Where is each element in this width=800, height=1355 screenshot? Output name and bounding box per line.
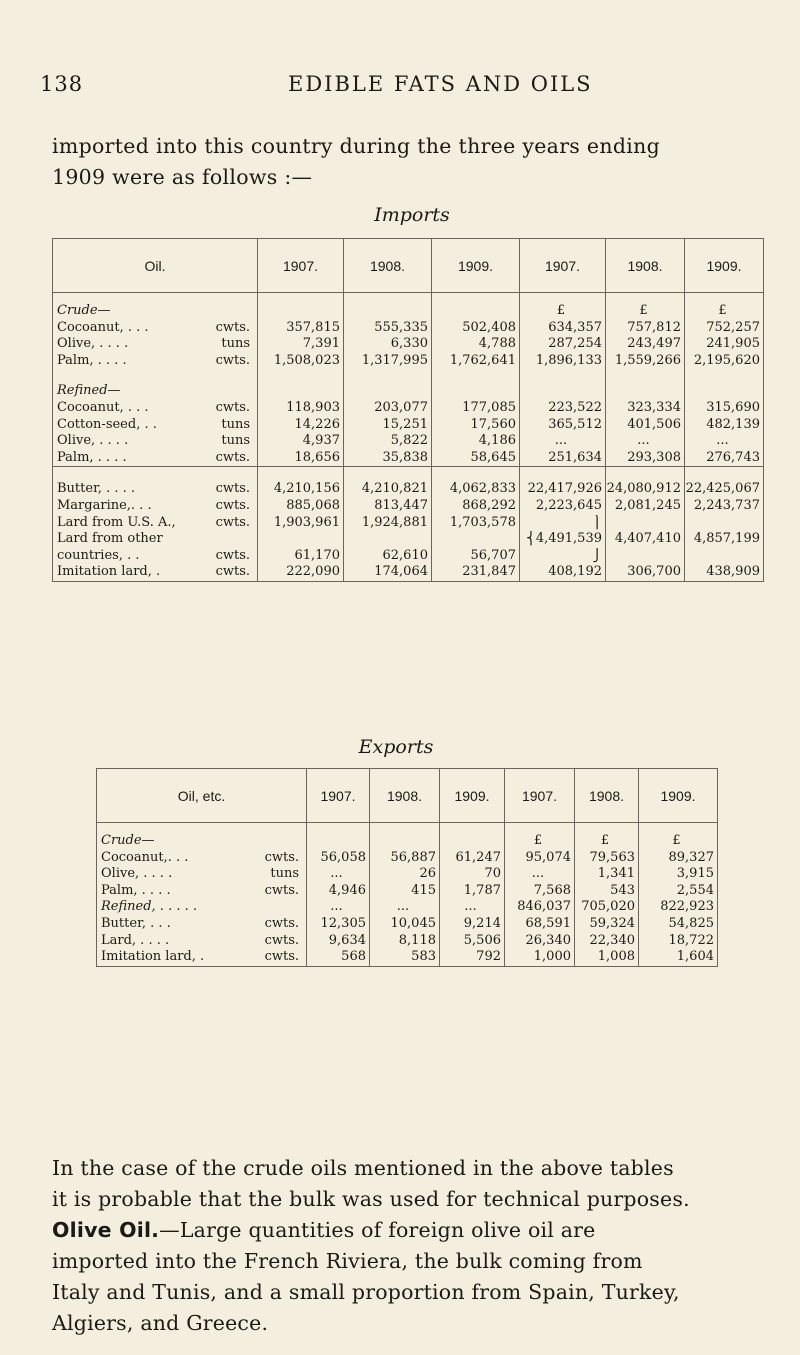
column-header: 1907. <box>520 239 606 293</box>
value-cell: 323,334 <box>606 400 685 417</box>
row-label <box>53 336 258 353</box>
quantity-cell: ... <box>307 866 370 883</box>
unit-label: cwts. <box>215 399 250 415</box>
exports-table <box>96 768 718 967</box>
quantity-cell: 568 <box>307 949 370 966</box>
currency-symbol <box>685 383 764 400</box>
currency-symbol <box>606 383 685 400</box>
section-label: Refined— <box>53 383 258 400</box>
column-header: Oil, etc. <box>97 769 307 823</box>
spacer-row <box>53 369 764 383</box>
row-label <box>53 353 258 370</box>
table-row <box>53 336 764 353</box>
item-name: Butter, . . . . <box>57 481 136 497</box>
currency-symbol: £ <box>505 833 575 850</box>
value-cell: 634,357 <box>520 320 606 337</box>
page-header <box>0 72 800 102</box>
closing-line: Algiers, and Greece. <box>52 1311 269 1335</box>
item-name: Palm, . . . . <box>57 352 127 368</box>
closing-line: it is probable that the bulk was used for technical purposes. <box>52 1187 690 1211</box>
value-cell: 482,139 <box>685 417 764 434</box>
value-cell: 223,522 <box>520 400 606 417</box>
quantity-cell: 885,068 <box>258 498 344 515</box>
quantity-cell: 1,762,641 <box>432 353 520 370</box>
quantity-cell: 6,330 <box>344 336 432 353</box>
value-cell: 2,554 <box>639 883 718 900</box>
quantity-cell: 1,317,995 <box>344 353 432 370</box>
unit-label: cwts. <box>264 932 299 948</box>
currency-symbol: £ <box>575 833 639 850</box>
value-cell: ⎭ <box>520 548 606 565</box>
column-header: 1908. <box>575 769 639 823</box>
closing-paragraph-1 <box>52 1153 757 1215</box>
currency-symbol: £ <box>606 303 685 320</box>
table-row <box>53 548 764 565</box>
quantity-cell: 357,815 <box>258 320 344 337</box>
value-cell: 4,407,410 <box>606 531 685 548</box>
value-cell: 54,825 <box>639 916 718 933</box>
row-label <box>97 916 307 933</box>
value-cell: 365,512 <box>520 417 606 434</box>
value-cell: 408,192 <box>520 564 606 581</box>
section-row <box>53 303 764 320</box>
table-row <box>53 564 764 581</box>
value-cell: 1,604 <box>639 949 718 966</box>
column-header: Oil. <box>53 239 258 293</box>
value-cell: ⎫ <box>520 515 606 532</box>
row-label <box>97 883 307 900</box>
quantity-cell: 177,085 <box>432 400 520 417</box>
section-label: Crude— <box>97 833 307 850</box>
value-cell: 846,037 <box>505 899 575 916</box>
unit-label: tuns <box>221 336 250 352</box>
quantity-cell: 56,887 <box>370 850 440 867</box>
spacer-row <box>53 467 764 482</box>
table-row <box>53 515 764 532</box>
value-cell: 7,568 <box>505 883 575 900</box>
quantity-cell: 35,838 <box>344 450 432 467</box>
value-cell: 251,634 <box>520 450 606 467</box>
value-cell: ... <box>520 433 606 450</box>
value-cell: 95,074 <box>505 850 575 867</box>
unit-label: cwts. <box>215 481 250 497</box>
currency-symbol: £ <box>685 303 764 320</box>
value-cell: 79,563 <box>575 850 639 867</box>
table-row <box>53 450 764 467</box>
table-row <box>97 866 718 883</box>
quantity-cell: 555,335 <box>344 320 432 337</box>
table-row <box>53 481 764 498</box>
exports-caption: Exports <box>358 736 434 758</box>
quantity-cell: 1,508,023 <box>258 353 344 370</box>
column-header: 1907. <box>307 769 370 823</box>
item-name: Olive, . . . . <box>57 336 129 352</box>
closing-paragraph-2 <box>52 1215 757 1339</box>
value-cell: 822,923 <box>639 899 718 916</box>
column-header: 1909. <box>432 239 520 293</box>
value-cell: 241,905 <box>685 336 764 353</box>
item-name: Palm, . . . . <box>101 882 171 898</box>
table-row <box>97 933 718 950</box>
value-cell: ... <box>505 866 575 883</box>
value-cell: 293,308 <box>606 450 685 467</box>
column-header: 1908. <box>344 239 432 293</box>
unit-label: cwts. <box>264 915 299 931</box>
imports-body <box>53 293 764 582</box>
quantity-cell: 4,210,156 <box>258 481 344 498</box>
row-label <box>53 515 258 532</box>
value-cell: 22,425,067 <box>685 481 764 498</box>
item-name: Imitation lard, . <box>101 949 205 965</box>
column-header: 1909. <box>639 769 718 823</box>
quantity-cell: ... <box>370 899 440 916</box>
quantity-cell: ... <box>307 899 370 916</box>
quantity-cell: 15,251 <box>344 417 432 434</box>
value-cell: 1,008 <box>575 949 639 966</box>
value-cell: 22,340 <box>575 933 639 950</box>
quantity-cell: 26 <box>370 866 440 883</box>
quantity-cell: 4,210,821 <box>344 481 432 498</box>
item-name: Lard from other <box>57 531 163 547</box>
table-row <box>97 899 718 916</box>
value-cell <box>606 515 685 532</box>
column-header: 1909. <box>685 239 764 293</box>
value-cell: 24,080,912 <box>606 481 685 498</box>
closing-line: In the case of the crude oils mentioned in the above tables <box>52 1156 674 1180</box>
quantity-cell <box>344 531 432 548</box>
quantity-cell: 583 <box>370 949 440 966</box>
column-header: 1908. <box>606 239 685 293</box>
row-label <box>53 400 258 417</box>
value-cell: 438,909 <box>685 564 764 581</box>
value-cell: ⎨4,491,539 <box>520 531 606 548</box>
quantity-cell: 4,186 <box>432 433 520 450</box>
quantity-cell: 61,170 <box>258 548 344 565</box>
value-cell: 2,195,620 <box>685 353 764 370</box>
unit-label: tuns <box>270 866 299 882</box>
row-label <box>97 866 307 883</box>
quantity-cell: 58,645 <box>432 450 520 467</box>
unit-label: cwts. <box>264 882 299 898</box>
value-cell: ... <box>685 433 764 450</box>
value-cell: 22,417,926 <box>520 481 606 498</box>
quantity-cell: 70 <box>440 866 505 883</box>
item-name: Cotton-seed, . . <box>57 416 157 432</box>
table-row <box>53 417 764 434</box>
item-name: Butter, . . . <box>101 915 171 931</box>
quantity-cell: 415 <box>370 883 440 900</box>
value-cell: 306,700 <box>606 564 685 581</box>
table-row <box>97 949 718 966</box>
value-cell: 315,690 <box>685 400 764 417</box>
value-cell: 757,812 <box>606 320 685 337</box>
quantity-cell: 4,788 <box>432 336 520 353</box>
row-label <box>53 417 258 434</box>
value-cell: 2,223,645 <box>520 498 606 515</box>
quantity-cell: 8,118 <box>370 933 440 950</box>
value-cell: 1,341 <box>575 866 639 883</box>
value-cell <box>606 548 685 565</box>
quantity-cell: 1,703,578 <box>432 515 520 532</box>
value-cell: 18,722 <box>639 933 718 950</box>
quantity-cell: 174,064 <box>344 564 432 581</box>
quantity-cell: 9,214 <box>440 916 505 933</box>
value-cell: 401,506 <box>606 417 685 434</box>
unit-label: cwts. <box>215 497 250 513</box>
table-row <box>97 850 718 867</box>
value-cell: 26,340 <box>505 933 575 950</box>
value-cell <box>685 548 764 565</box>
value-cell: 287,254 <box>520 336 606 353</box>
quantity-cell: 222,090 <box>258 564 344 581</box>
intro-paragraph <box>52 131 752 193</box>
quantity-cell: ... <box>440 899 505 916</box>
table-row <box>53 498 764 515</box>
value-cell: 4,857,199 <box>685 531 764 548</box>
row-label <box>53 450 258 467</box>
currency-symbol <box>520 383 606 400</box>
unit-label: cwts. <box>264 949 299 965</box>
section-row <box>53 383 764 400</box>
quantity-cell: 813,447 <box>344 498 432 515</box>
value-cell: 1,000 <box>505 949 575 966</box>
quantity-cell: 9,634 <box>307 933 370 950</box>
quantity-cell: 18,656 <box>258 450 344 467</box>
table-row <box>53 353 764 370</box>
spacer-row <box>97 823 718 834</box>
item-name: Lard, . . . . <box>101 932 170 948</box>
quantity-cell: 1,903,961 <box>258 515 344 532</box>
table-row <box>97 916 718 933</box>
unit-label: cwts. <box>264 849 299 865</box>
row-label <box>97 850 307 867</box>
row-label <box>53 481 258 498</box>
quantity-cell: 1,787 <box>440 883 505 900</box>
currency-symbol: £ <box>639 833 718 850</box>
value-cell: 68,591 <box>505 916 575 933</box>
value-cell: 3,915 <box>639 866 718 883</box>
page-number: 138 <box>40 72 84 96</box>
exports-header-row <box>97 769 718 823</box>
value-cell: 243,497 <box>606 336 685 353</box>
table-row <box>53 531 764 548</box>
quantity-cell <box>258 531 344 548</box>
quantity-cell: 56,058 <box>307 850 370 867</box>
value-cell: 89,327 <box>639 850 718 867</box>
quantity-cell: 14,226 <box>258 417 344 434</box>
quantity-cell: 7,391 <box>258 336 344 353</box>
unit-label: cwts. <box>215 449 250 465</box>
table-row <box>53 320 764 337</box>
value-cell: 1,896,133 <box>520 353 606 370</box>
value-cell: ... <box>606 433 685 450</box>
section-label: Crude— <box>53 303 258 320</box>
value-cell: 59,324 <box>575 916 639 933</box>
quantity-cell: 868,292 <box>432 498 520 515</box>
section-row <box>97 833 718 850</box>
table-row <box>97 883 718 900</box>
closing-line: —Large quantities of foreign olive oil are <box>159 1218 596 1242</box>
item-name: Palm, . . . . <box>57 449 127 465</box>
column-header: 1909. <box>440 769 505 823</box>
row-label <box>53 320 258 337</box>
exports-body <box>97 823 718 967</box>
quantity-cell: 12,305 <box>307 916 370 933</box>
closing-line: Italy and Tunis, and a small proportion from Spain, Turkey, <box>52 1280 680 1304</box>
value-cell: 2,081,245 <box>606 498 685 515</box>
quantity-cell: 61,247 <box>440 850 505 867</box>
value-cell: 276,743 <box>685 450 764 467</box>
value-cell: 2,243,737 <box>685 498 764 515</box>
intro-line: imported into this country during the three years ending <box>52 134 661 158</box>
unit-label: cwts. <box>215 547 250 563</box>
imports-header-row <box>53 239 764 293</box>
column-header: 1908. <box>370 769 440 823</box>
item-name: Cocoanut, . . . <box>57 399 149 415</box>
quantity-cell: 4,937 <box>258 433 344 450</box>
unit-label: tuns <box>221 433 250 449</box>
item-name: Imitation lard, . <box>57 564 161 580</box>
quantity-cell: 4,062,833 <box>432 481 520 498</box>
item-name: Lard from U.S. A., <box>57 514 176 530</box>
table-row <box>53 433 764 450</box>
closing-text <box>52 1153 757 1339</box>
column-header: 1907. <box>258 239 344 293</box>
quantity-cell: 792 <box>440 949 505 966</box>
row-label <box>53 531 258 548</box>
unit-label: cwts. <box>215 352 250 368</box>
imports-table <box>52 238 764 582</box>
item-name: Cocoanut, . . . <box>57 319 149 335</box>
row-label <box>53 564 258 581</box>
quantity-cell: 4,946 <box>307 883 370 900</box>
intro-line: 1909 were as follows :— <box>52 165 313 189</box>
quantity-cell: 118,903 <box>258 400 344 417</box>
item-name: Refined, . . . . . <box>101 899 197 915</box>
running-title: EDIBLE FATS AND OILS <box>288 72 593 96</box>
table-row <box>53 400 764 417</box>
row-label <box>53 498 258 515</box>
value-cell: 1,559,266 <box>606 353 685 370</box>
currency-symbol: £ <box>520 303 606 320</box>
quantity-cell: 231,847 <box>432 564 520 581</box>
quantity-cell: 17,560 <box>432 417 520 434</box>
item-name: countries, . . <box>57 547 140 563</box>
quantity-cell: 5,506 <box>440 933 505 950</box>
imports-caption: Imports <box>374 204 450 226</box>
quantity-cell <box>432 531 520 548</box>
value-cell <box>685 515 764 532</box>
quantity-cell: 10,045 <box>370 916 440 933</box>
row-label <box>97 949 307 966</box>
closing-line: imported into the French Riviera, the bulk coming from <box>52 1249 643 1273</box>
row-label <box>53 433 258 450</box>
item-name: Olive, . . . . <box>57 433 129 449</box>
quantity-cell: 1,924,881 <box>344 515 432 532</box>
unit-label: tuns <box>221 416 250 432</box>
value-cell: 705,020 <box>575 899 639 916</box>
quantity-cell: 203,077 <box>344 400 432 417</box>
quantity-cell: 56,707 <box>432 548 520 565</box>
olive-oil-heading: Olive Oil. <box>52 1218 160 1242</box>
row-label <box>97 899 307 916</box>
unit-label: cwts. <box>215 564 250 580</box>
quantity-cell: 62,610 <box>344 548 432 565</box>
unit-label: cwts. <box>215 514 250 530</box>
item-name: Cocoanut,. . . <box>101 849 189 865</box>
quantity-cell: 502,408 <box>432 320 520 337</box>
item-name: Margarine,. . . <box>57 497 152 513</box>
row-label <box>97 933 307 950</box>
column-header: 1907. <box>505 769 575 823</box>
value-cell: 752,257 <box>685 320 764 337</box>
item-name: Olive, . . . . <box>101 866 173 882</box>
row-label <box>53 548 258 565</box>
unit-label: cwts. <box>215 319 250 335</box>
quantity-cell: 5,822 <box>344 433 432 450</box>
value-cell: 543 <box>575 883 639 900</box>
spacer-row <box>53 293 764 304</box>
